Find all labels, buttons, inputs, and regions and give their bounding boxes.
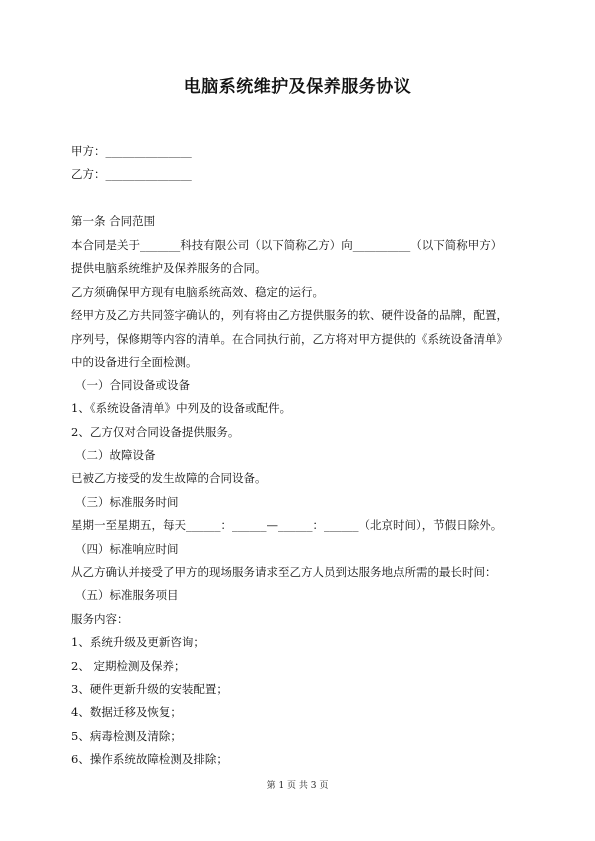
list-item: 2、乙方仅对合同设备提供服务。 — [71, 425, 240, 439]
list-item: 3、硬件更新升级的安装配置； — [71, 682, 228, 696]
list-item: 1、系统升级及更新咨询； — [71, 635, 205, 649]
list-item: 5、病毒检测及清除； — [71, 729, 182, 743]
list-item: 6、操作系统故障检测及排除； — [71, 752, 228, 766]
page-number-footer: 第 1 页 共 3 页 — [266, 781, 329, 791]
paragraph-line: 本合同是关于_______科技有限公司（以下简称乙方）向__________（以下简称甲方） — [71, 238, 503, 252]
paragraph-line: 提供电脑系统维护及保养服务的合同。 — [71, 261, 267, 275]
subsection-heading: （一）合同设备或设备 — [75, 378, 190, 392]
list-item: 4、数据迁移及恢复； — [71, 705, 182, 719]
paragraph-line: 中的设备进行全面检测。 — [71, 355, 198, 369]
subsection-heading: （五）标准服务项目 — [75, 588, 179, 602]
paragraph-line: 服务内容： — [71, 612, 129, 626]
paragraph-line: 序列号，保修期等内容的清单。在合同执行前，乙方将对甲方提供的《系统设备清单》 — [71, 332, 508, 346]
document-title: 电脑系统维护及保养服务协议 — [183, 77, 412, 97]
subsection-heading: （二）故障设备 — [75, 448, 156, 462]
subsection-heading: （四）标准响应时间 — [75, 542, 179, 556]
list-item: 2、 定期检测及保养； — [71, 659, 186, 673]
paragraph-line: 已被乙方接受的发生故障的合同设备。 — [71, 471, 267, 485]
subsection-heading: （三）标准服务时间 — [75, 495, 179, 509]
paragraph-line: 经甲方及乙方共同签字确认的，列有将由乙方提供服务的软、硬件设备的品牌，配置， — [71, 308, 508, 322]
party-b-line: 乙方：_______________ — [71, 167, 192, 181]
paragraph-line: 星期一至星期五，每天______：______—______：______（北京时间），节假日除外。 — [71, 518, 503, 532]
section-heading: 第一条 合同范围 — [71, 214, 156, 228]
paragraph-line: 乙方须确保甲方现有电脑系统高效、稳定的运行。 — [71, 285, 324, 299]
party-a-line: 甲方：_______________ — [71, 144, 192, 158]
list-item: 1、《系统设备清单》中列及的设备或配件。 — [71, 401, 292, 415]
paragraph-line: 从乙方确认并接受了甲方的现场服务请求至乙方人员到达服务地点所需的最长时间： — [71, 565, 497, 579]
